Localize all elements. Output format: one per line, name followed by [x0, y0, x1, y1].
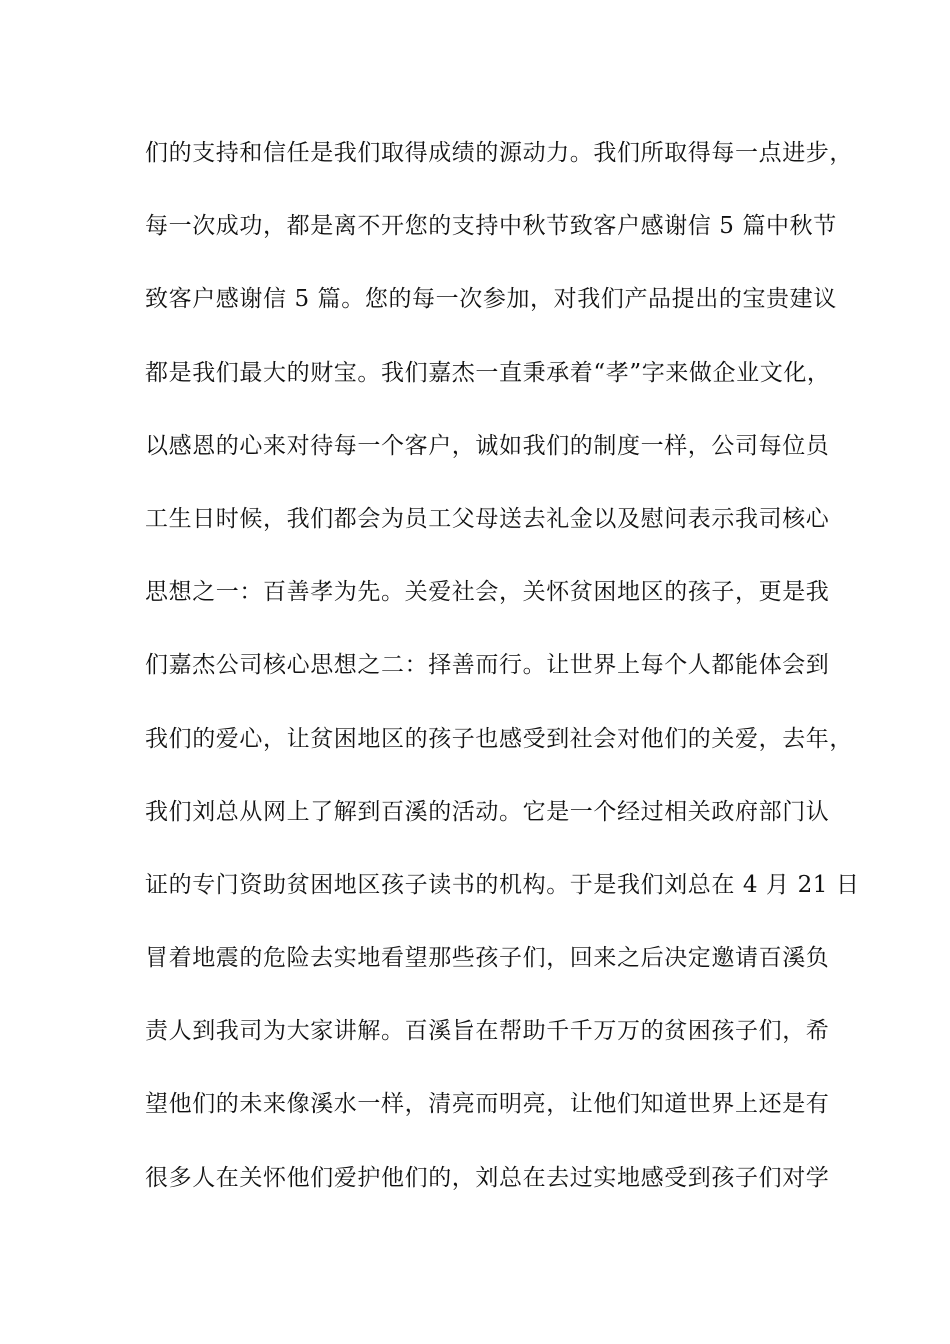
text-line: 们的支持和信任是我们取得成绩的源动力。我们所取得每一点进步，: [145, 140, 853, 166]
text-line: 都是我们最大的财宝。我们嘉杰一直秉承着“孝”字来做企业文化，: [145, 359, 831, 386]
text-line: 望他们的未来像溪水一样，清亮而明亮，让他们知道世界上还是有: [145, 1091, 830, 1118]
text-line: 以感恩的心来对待每一个客户，诚如我们的制度一样，公司每位员: [145, 432, 830, 459]
text-line: 思想之一：百善孝为先。关爱社会，关怀贫困地区的孩子，更是我: [145, 579, 830, 606]
text-line: 证的专门资助贫困地区孩子读书的机构。于是我们刘总在 4 月 21 日: [145, 871, 860, 898]
text-line: 们嘉杰公司核心思想之二：择善而行。让世界上每个人都能体会到: [145, 652, 830, 679]
text-line: 我们的爱心，让贫困地区的孩子也感受到社会对他们的关爱，去年，: [145, 725, 853, 752]
text-line: 我们刘总从网上了解到百溪的活动。它是一个经过相关政府部门认: [145, 798, 830, 825]
body-text: [145, 130, 860, 1228]
text-line: 工生日时候，我们都会为员工父母送去礼金以及慰问表示我司核心: [145, 505, 830, 532]
text-line: 很多人在关怀他们爱护他们的，刘总在去过实地感受到孩子们对学: [145, 1164, 830, 1191]
text-line: 每一次成功，都是离不开您的支持中秋节致客户感谢信 5 篇中秋节: [145, 213, 837, 240]
text-line: 致客户感谢信 5 篇。您的每一次参加，对我们产品提出的宝贵建议: [145, 286, 837, 313]
text-line: 冒着地震的危险去实地看望那些孩子们，回来之后决定邀请百溪负: [145, 945, 830, 972]
text-line: 责人到我司为大家讲解。百溪旨在帮助千千万万的贫困孩子们，希: [145, 1018, 830, 1045]
